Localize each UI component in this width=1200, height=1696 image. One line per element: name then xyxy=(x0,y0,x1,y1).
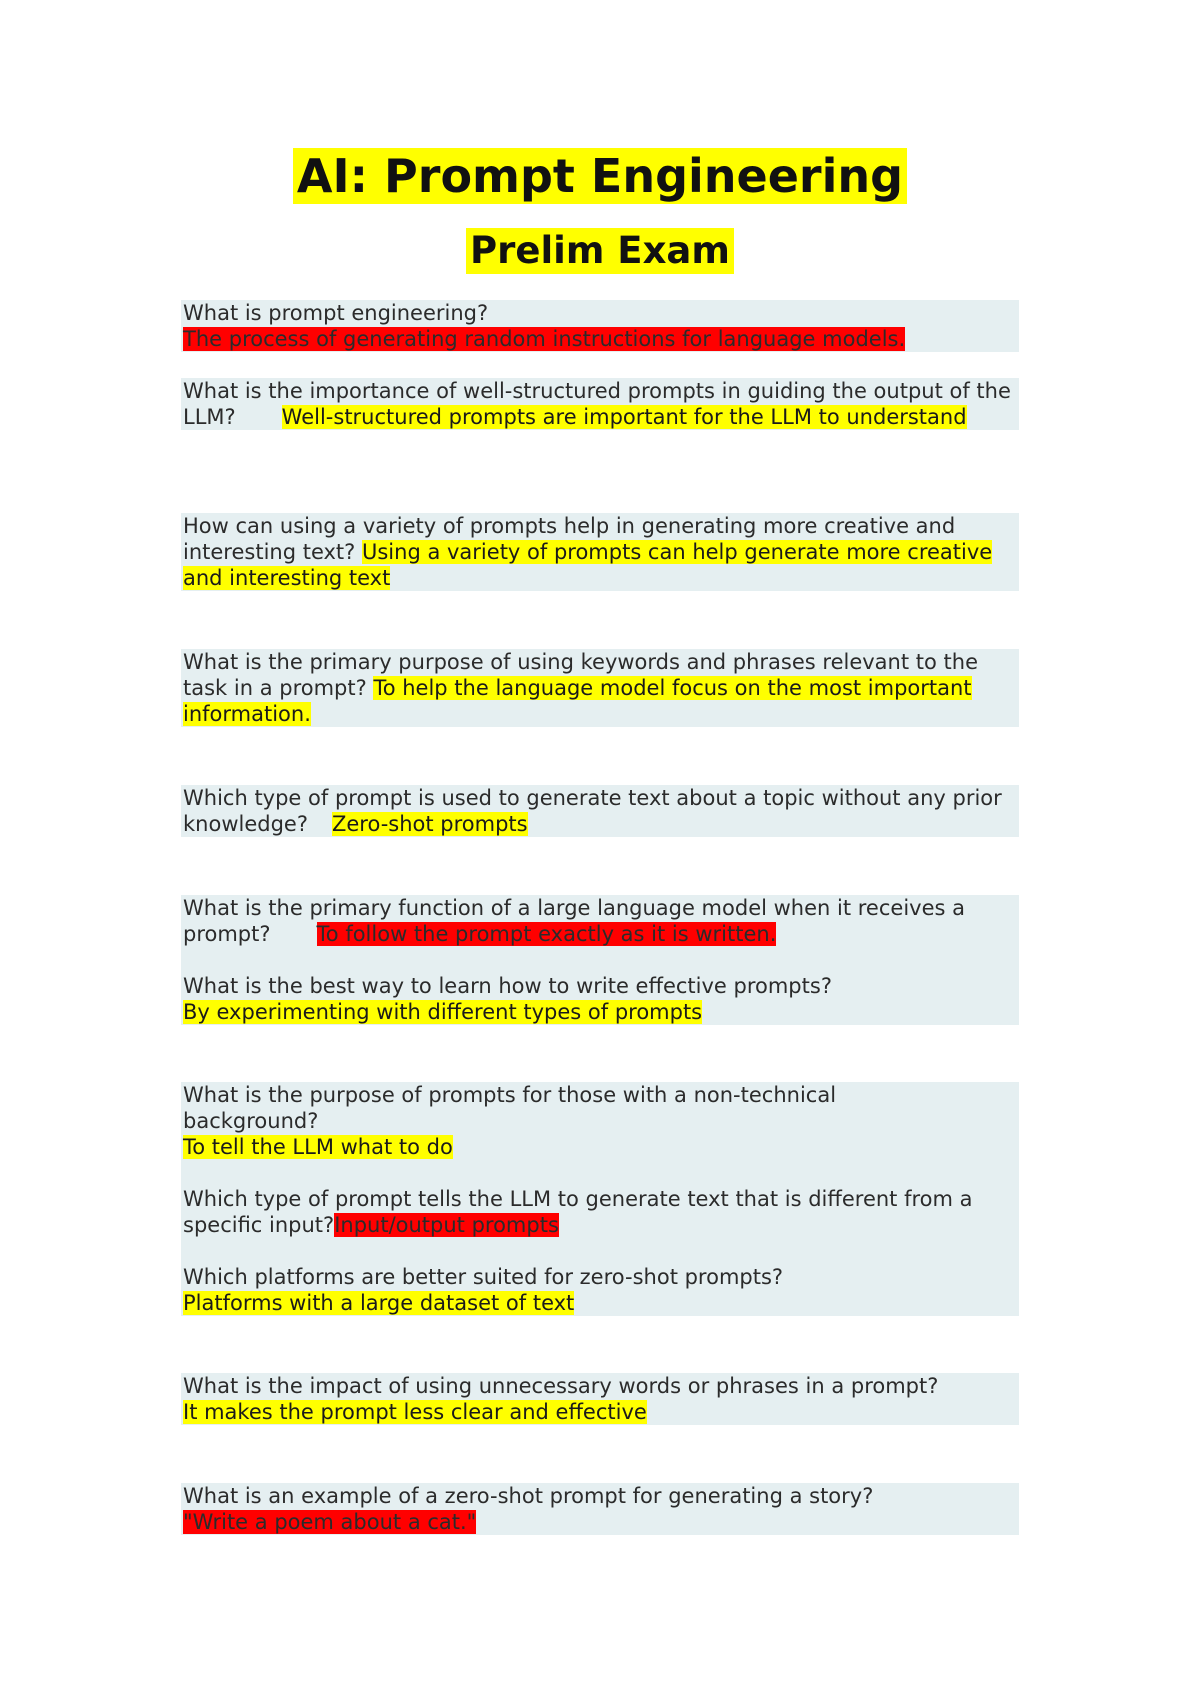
document-title: AI: Prompt Engineering xyxy=(293,148,907,204)
qa-block-6 xyxy=(181,895,1019,1025)
question-9: Which type of prompt tells the LLM to generate text that is different from a specific input? xyxy=(183,1187,973,1237)
question-3: How can using a variety of prompts help in generating more creative and interesting text? xyxy=(183,514,956,564)
qa-block-4 xyxy=(181,649,1019,727)
question-1: What is prompt engineering? xyxy=(183,301,489,325)
qa-block-5 xyxy=(181,785,1019,837)
answer-12: "Write a poem about a cat." xyxy=(183,1510,477,1534)
question-10: Which platforms are better suited for zero-shot prompts? xyxy=(183,1265,784,1289)
document-title-wrap xyxy=(0,148,1200,204)
document-subtitle: Prelim Exam xyxy=(466,228,734,274)
qa-block-1 xyxy=(181,300,1019,352)
qa-block-2 xyxy=(181,378,1019,430)
question-2: What is the importance of well-structured prompts in guiding the output of the LLM? xyxy=(183,379,1011,429)
document-subtitle-wrap xyxy=(0,228,1200,274)
qa-block-8 xyxy=(181,1373,1019,1425)
answer-6: To follow the prompt exactly as it is written. xyxy=(316,922,777,946)
answer-8: To tell the LLM what to do xyxy=(183,1135,453,1159)
question-8: What is the purpose of prompts for those with a non-technical background? xyxy=(183,1083,837,1133)
qa-block-3 xyxy=(181,513,1019,591)
answer-3: Using a variety of prompts can help generate more creative and interesting text xyxy=(183,540,993,590)
answer-9: Input/output prompts xyxy=(334,1213,559,1237)
answer-10: Platforms with a large dataset of text xyxy=(183,1291,575,1315)
question-12: What is an example of a zero-shot prompt for generating a story? xyxy=(183,1484,874,1508)
question-11: What is the impact of using unnecessary words or phrases in a prompt? xyxy=(183,1374,939,1398)
question-5: Which type of prompt is used to generate text about a topic without any prior knowledge? xyxy=(183,786,1002,836)
question-6: What is the primary function of a large language model when it receives a prompt? xyxy=(183,896,965,946)
answer-2: Well-structured prompts are important for the LLM to understand xyxy=(281,405,967,429)
answer-11: It makes the prompt less clear and effective xyxy=(183,1400,647,1424)
question-4: What is the primary purpose of using keywords and phrases relevant to the task in a prompt? xyxy=(183,650,978,700)
answer-5: Zero-shot prompts xyxy=(331,812,528,836)
answer-7: By experimenting with different types of prompts xyxy=(183,1000,703,1024)
qa-block-9 xyxy=(181,1483,1019,1535)
question-7: What is the best way to learn how to write effective prompts? xyxy=(183,974,832,998)
qa-block-7 xyxy=(181,1082,1019,1316)
answer-4: To help the language model focus on the most important information. xyxy=(183,676,972,726)
answer-1: The process of generating random instructions for language models. xyxy=(183,327,906,351)
